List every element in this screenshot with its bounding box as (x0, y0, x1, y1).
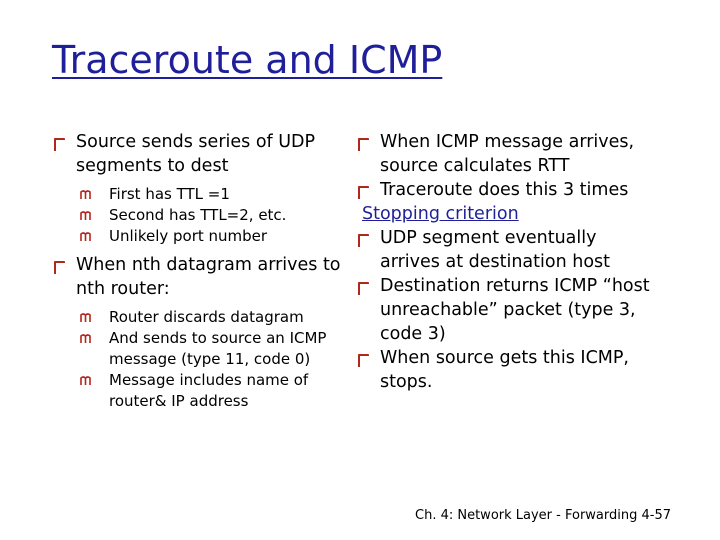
bullet-udp-arrives (356, 226, 656, 274)
bullet-host-unreachable (356, 274, 656, 346)
sub-bullet-text: Message includes name of router& IP address (109, 371, 309, 410)
sub-bullet-ttl1 (52, 184, 352, 205)
bullet-icon (358, 354, 369, 365)
m-bullet-icon (80, 313, 91, 322)
stopping-criterion-heading: Stopping criterion (362, 204, 519, 224)
bullet-icon (358, 282, 369, 293)
sub-bullet-port (52, 226, 352, 247)
m-bullet-icon (80, 232, 91, 241)
sub-bullet-text: Second has TTL=2, etc. (109, 206, 287, 224)
bullet-text: Traceroute does this 3 times (380, 180, 629, 200)
sub-bullet-router-name (52, 370, 352, 412)
bullet-text: When source gets this ICMP, stops. (380, 348, 629, 392)
sub-bullet-text: Unlikely port number (109, 227, 268, 245)
bullet-icon (358, 138, 369, 149)
bullet-stops (356, 346, 656, 394)
bullet-text: When nth datagram arrives to nth router: (76, 255, 341, 299)
sub-bullet-text: And sends to source an ICMP message (type 11, code 0) (109, 329, 327, 368)
right-column (356, 130, 656, 394)
m-bullet-icon (80, 376, 91, 385)
m-bullet-icon (80, 190, 91, 199)
sub-bullet-ttl2 (52, 205, 352, 226)
sub-bullet-discard (52, 307, 352, 328)
bullet-icon (358, 234, 369, 245)
sub-bullet-icmp-message (52, 328, 352, 370)
m-bullet-icon (80, 211, 91, 220)
bullet-source-sends (52, 130, 352, 178)
bullet-text: Destination returns ICMP “host unreachable” packet (type 3, code 3) (380, 276, 650, 344)
bullet-rtt (356, 130, 656, 178)
slide-footer: Ch. 4: Network Layer - Forwarding 4-57 (415, 508, 671, 523)
sub-bullet-text: Router discards datagram (109, 308, 304, 326)
bullet-text: UDP segment eventually arrives at destination host (380, 228, 611, 272)
bullet-nth-datagram (52, 253, 352, 301)
bullet-icon (358, 186, 369, 197)
bullet-three-times (356, 178, 656, 202)
bullet-icon (54, 261, 65, 272)
sub-bullet-text: First has TTL =1 (109, 185, 230, 203)
bullet-text: Source sends series of UDP segments to dest (76, 132, 316, 176)
m-bullet-icon (80, 334, 91, 343)
bullet-icon (54, 138, 65, 149)
slide-title: Traceroute and ICMP (52, 38, 443, 82)
bullet-text: When ICMP message arrives, source calculates RTT (380, 132, 635, 176)
left-column (52, 130, 352, 412)
